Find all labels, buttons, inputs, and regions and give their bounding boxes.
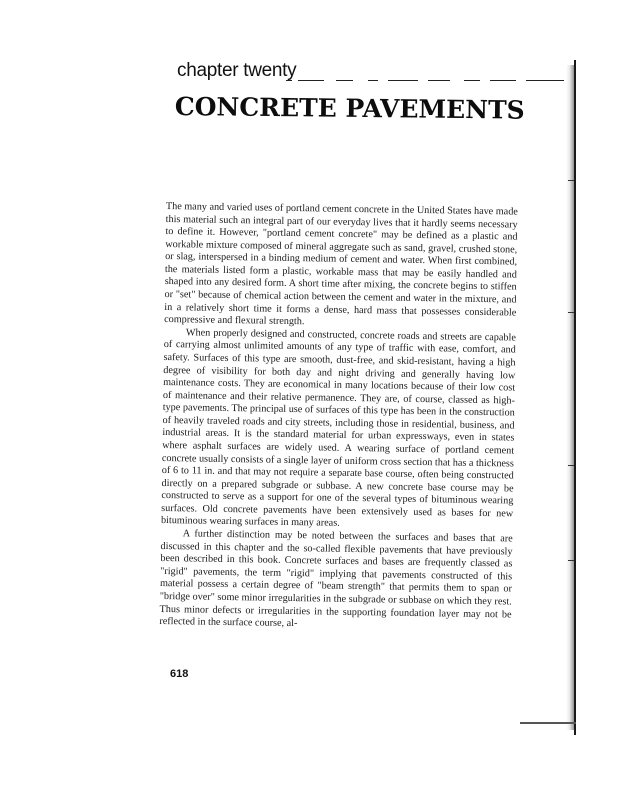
header-rule-segment (286, 80, 292, 81)
page-bottom-edge (520, 722, 576, 724)
header-rule-segment (388, 80, 418, 81)
edge-mark (568, 180, 574, 181)
edge-mark (568, 465, 574, 466)
body-text (159, 201, 518, 634)
chapter-title: CONCRETE PAVEMENTS (174, 92, 525, 125)
header-rule-segment (490, 80, 516, 81)
header-rule-segment (526, 80, 564, 81)
page-number: 618 (170, 668, 189, 680)
header-rule-segment (298, 80, 324, 81)
paragraph: When properly designed and constructed, concrete roads and streets are capable of carrying almost unlimited amounts of any type of traffic with ease, comfort, and safety. Surfaces of this type are smooth, dust-free, and skid-resistant, having a high degree of visibility for both day and night driving and generally having low maintenance costs. They are economical in many locations because of their low cost of maintenance and their relative permanence. They are, of course, classed as high-type pavements. The principal use of surfaces of this type has been in the construction of heavily traveled roads and city streets, including those in residential, business, and industrial areas. It is the standard material for urban expressways, even in states where asphalt surfaces are widely used. A wearing surface of portland cement concrete usually consists of a single layer of uniform cross section that has a thickness of 6 to 11 in. and that may not require a separate base course, often being constructed directly on a prepared subgrade or subbase. A new concrete base course may be constructed to serve as a support for one of the several types of bituminous wearing surfaces. Old concrete pavements have been extensively used as bases for new bituminous wearing surfaces in many areas. (160, 327, 516, 530)
binding-edge-line (574, 60, 576, 735)
header-rule-segment (368, 80, 378, 81)
header-rule-segment (336, 80, 353, 81)
paragraph: A further distinction may be noted between the surfaces and bases that are discussed in this chapter and the so-called flexible pavements that have previously been described in this book. Concrete surfaces and bases are frequently classed as "rigid" pavements, the term "rigid" implying that pavements constructed of this material possess a certain degree of "beam strength" that permits them to span or "bridge over" some minor irregularities in the subgrade or subbase on which they rest. Thus minor defects or irregularities in the supporting foundation layer may not be reflected in the surface course, al- (159, 528, 513, 630)
edge-mark (568, 312, 574, 313)
chapter-label: chapter twenty (177, 60, 297, 81)
edge-mark (568, 560, 574, 561)
paragraph: The many and varied uses of portland cement concrete in the United States have made this material such an integral part of our everyday lives that it hardly seems necessary to define it. However, "portland cement concrete" may be defined as a plastic and workable mixture composed of mineral aggregate such as sand, gravel, crushed stone, or slag, interspersed in a binding medium of cement and water. When first combined, the materials listed form a plastic, workable mass that may be easily handled and shaped into any desired form. A short time after mixing, the concrete begins to stiffen or "set" because of chemical action between the cement and water in the mixture, and in a relatively short time it forms a dense, hard mass that possesses considerable compressive and flexural strength. (164, 201, 518, 328)
header-rule-segment (428, 80, 450, 81)
header-rule-segment (464, 80, 480, 81)
